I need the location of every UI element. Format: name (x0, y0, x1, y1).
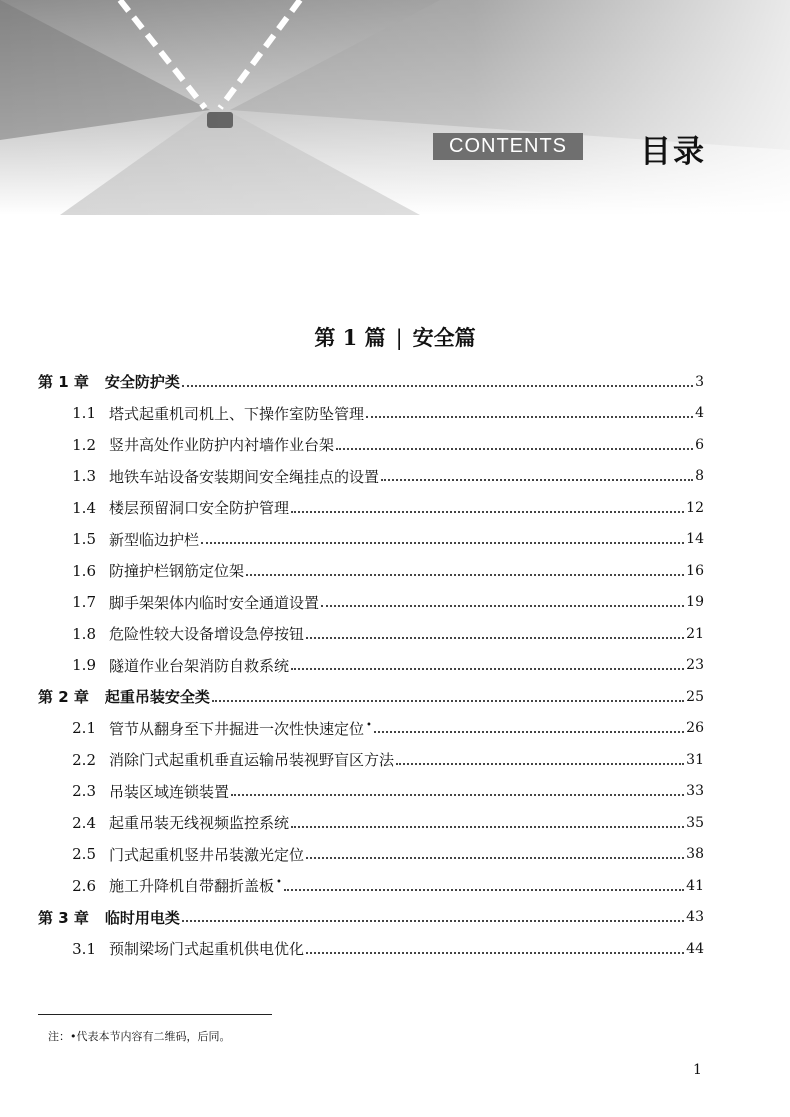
toc-title-text: 起重吊装无线视频监控系统 (109, 814, 290, 833)
toc-section[interactable] (38, 807, 704, 839)
dot-leader (306, 857, 684, 859)
toc-number: 2.6 (72, 876, 96, 895)
toc-title-text: 临时用电类 (104, 908, 180, 927)
toc-page: 8 (695, 468, 704, 485)
toc-page: 43 (686, 909, 704, 926)
dot-leader (182, 385, 693, 387)
qr-marker: • (366, 719, 372, 731)
toc-title-text: 危险性较大设备增设急停按钮 (109, 625, 305, 644)
toc-section[interactable] (38, 870, 704, 902)
toc-number: 第 3 章 (38, 908, 89, 927)
toc-title-text: 施工升降机自带翻折盖板 (109, 877, 275, 896)
toc-title-text: 竖井高处作业防护内衬墙作业台架 (109, 436, 335, 455)
toc-title (109, 655, 289, 676)
toc-number: 3.1 (72, 939, 96, 958)
toc-title (109, 718, 372, 739)
toc-number: 2.3 (72, 782, 96, 801)
dot-leader (201, 542, 684, 544)
footnote-divider (38, 1014, 272, 1015)
dot-leader (231, 794, 684, 796)
toc-section[interactable] (38, 461, 704, 493)
toc-section[interactable] (38, 713, 704, 745)
toc-title (109, 749, 394, 770)
toc-title-text: 隧道作业台架消防自救系统 (109, 656, 290, 675)
toc-number: 1.4 (72, 498, 96, 517)
toc-number: 1.8 (72, 624, 96, 643)
toc-section[interactable] (38, 839, 704, 871)
table-of-contents (38, 366, 704, 965)
toc-chapter[interactable] (38, 902, 704, 934)
toc-page: 38 (686, 846, 704, 863)
dot-leader (284, 889, 684, 891)
toc-number: 2.4 (72, 813, 96, 832)
toc-number: 1.2 (72, 435, 96, 454)
part-separator: | (395, 326, 403, 350)
toc-page: 26 (686, 720, 704, 737)
toc-title-text: 地铁车站设备安装期间安全绳挂点的设置 (109, 467, 380, 486)
part-title (0, 322, 790, 352)
toc-number: 2.1 (72, 719, 96, 738)
qr-marker: • (276, 877, 282, 889)
toc-chapter[interactable] (38, 681, 704, 713)
dot-leader (321, 605, 684, 607)
toc-title-text: 门式起重机竖井吊装激光定位 (109, 845, 305, 864)
contents-title: 目录 (640, 134, 706, 170)
toc-title-text: 脚手架架体内临时安全通道设置 (109, 593, 320, 612)
part-label: 第 1 篇 (314, 325, 386, 350)
toc-page: 41 (686, 877, 704, 894)
page-number: 1 (693, 1062, 702, 1078)
toc-number: 1.9 (72, 656, 96, 675)
toc-page: 6 (695, 436, 704, 453)
part-name: 安全篇 (412, 325, 476, 350)
toc-section[interactable] (38, 744, 704, 776)
dot-leader (336, 448, 693, 450)
toc-page: 33 (686, 783, 704, 800)
toc-title-text: 预制梁场门式起重机供电优化 (109, 940, 305, 959)
toc-title (109, 938, 304, 959)
toc-page: 3 (695, 373, 704, 390)
toc-page: 16 (686, 562, 704, 579)
toc-title (109, 434, 334, 455)
toc-number: 2.2 (72, 750, 96, 769)
toc-title (109, 466, 379, 487)
dot-leader (212, 700, 684, 702)
toc-page: 14 (686, 531, 704, 548)
toc-title-text: 吊装区域连锁装置 (109, 782, 230, 801)
toc-number: 1.5 (72, 530, 96, 549)
toc-section[interactable] (38, 429, 704, 461)
dot-leader (246, 574, 684, 576)
toc-number: 1.7 (72, 593, 96, 612)
dot-leader (306, 952, 684, 954)
toc-section[interactable] (38, 776, 704, 808)
toc-page: 25 (686, 688, 704, 705)
toc-section[interactable] (38, 618, 704, 650)
toc-page: 35 (686, 814, 704, 831)
toc-title (109, 844, 304, 865)
toc-title-text: 管节从翻身至下井掘进一次性快速定位 (109, 719, 365, 738)
toc-page: 4 (695, 405, 704, 422)
toc-title (105, 686, 210, 707)
header-banner (0, 0, 790, 215)
contents-tag: CONTENTS (433, 133, 583, 160)
toc-page: 19 (686, 594, 704, 611)
footnote: 注：•代表本节内容有二维码，后同。 (48, 1030, 231, 1043)
toc-title (105, 907, 180, 928)
toc-page: 12 (686, 499, 704, 516)
toc-number: 1.3 (72, 467, 96, 486)
toc-section[interactable] (38, 524, 704, 556)
toc-title-text: 起重吊装安全类 (104, 688, 210, 707)
toc-title (109, 403, 364, 424)
dot-leader (306, 637, 684, 639)
toc-title-text: 消除门式起重机垂直运输吊装视野盲区方法 (109, 751, 395, 770)
toc-number: 2.5 (72, 845, 96, 864)
dot-leader (291, 826, 684, 828)
toc-title (109, 623, 304, 644)
toc-title-text: 塔式起重机司机上、下操作室防坠管理 (109, 404, 365, 423)
toc-page: 23 (686, 657, 704, 674)
toc-page: 44 (686, 940, 704, 957)
toc-number: 1.1 (72, 404, 96, 423)
toc-title (109, 529, 199, 550)
toc-title-text: 安全防护类 (104, 373, 180, 392)
toc-page: 31 (686, 751, 704, 768)
dot-leader (381, 479, 693, 481)
toc-section[interactable] (38, 650, 704, 682)
toc-section[interactable] (38, 587, 704, 619)
toc-title (109, 781, 229, 802)
toc-title (109, 875, 282, 896)
toc-title-text: 新型临边护栏 (109, 530, 200, 549)
toc-number: 第 2 章 (38, 688, 89, 707)
dot-leader (374, 731, 684, 733)
toc-section[interactable] (38, 398, 704, 430)
toc-title (109, 560, 244, 581)
toc-title (109, 812, 289, 833)
toc-section[interactable] (38, 555, 704, 587)
dot-leader (291, 511, 684, 513)
toc-title-text: 楼层预留洞口安全防护管理 (109, 499, 290, 518)
dot-leader (396, 763, 684, 765)
tunnel-photo (0, 0, 790, 215)
toc-section[interactable] (38, 492, 704, 524)
toc-number: 1.6 (72, 561, 96, 580)
toc-section[interactable] (38, 933, 704, 965)
toc-title-text: 防撞护栏钢筋定位架 (109, 562, 245, 581)
toc-chapter[interactable] (38, 366, 704, 398)
toc-page: 21 (686, 625, 704, 642)
toc-title (109, 497, 289, 518)
toc-title (105, 371, 180, 392)
dot-leader (182, 920, 684, 922)
dot-leader (291, 668, 684, 670)
toc-title (109, 592, 319, 613)
toc-number: 第 1 章 (38, 373, 89, 392)
dot-leader (366, 416, 693, 418)
